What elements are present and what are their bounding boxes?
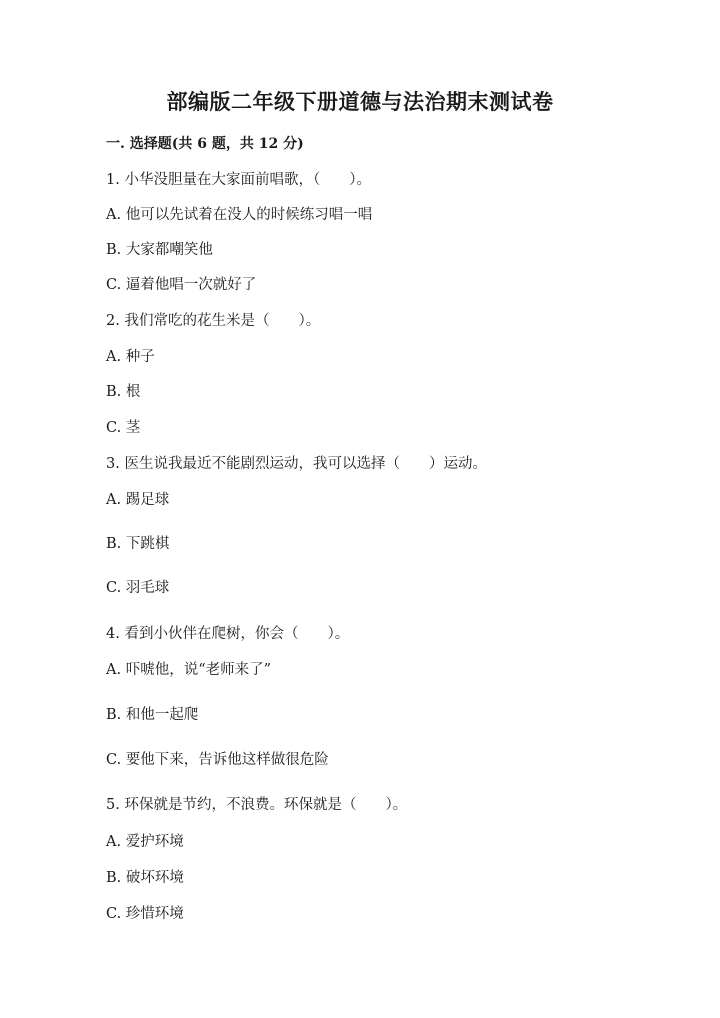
question-3-stem: 3. 医生说我最近不能剧烈运动，我可以选择（ ）运动。: [106, 456, 487, 472]
question-5-option-c: C. 珍惜环境: [106, 906, 184, 922]
question-1-option-b: B. 大家都嘲笑他: [106, 242, 213, 258]
question-2-stem: 2. 我们常吃的花生米是（ ）。: [106, 313, 321, 329]
question-3-option-a: A. 踢足球: [106, 492, 170, 508]
question-3-option-c: C. 羽毛球: [106, 580, 170, 596]
section-heading: 一. 选择题(共 6 题，共 12 分): [106, 136, 304, 152]
question-4-stem: 4. 看到小伙伴在爬树，你会（ ）。: [106, 626, 350, 642]
question-3-option-b: B. 下跳棋: [106, 536, 170, 552]
question-4-option-b: B. 和他一起爬: [106, 707, 199, 723]
question-1-option-c: C. 逼着他唱一次就好了: [106, 277, 257, 293]
question-5-option-a: A. 爱护环境: [106, 834, 184, 850]
question-2-option-c: C. 茎: [106, 420, 141, 436]
question-2-option-b: B. 根: [106, 384, 141, 400]
question-2-option-a: A. 种子: [106, 349, 155, 365]
page-title: 部编版二年级下册道德与法治期末测试卷: [166, 89, 554, 114]
question-4-option-a: A. 吓唬他，说“老师来了”: [106, 662, 272, 678]
question-1-option-a: A. 他可以先试着在没人的时候练习唱一唱: [106, 207, 373, 223]
question-4-option-c: C. 要他下来，告诉他这样做很危险: [106, 752, 329, 768]
question-5-option-b: B. 破坏环境: [106, 870, 184, 886]
question-1-stem: 1. 小华没胆量在大家面前唱歌，（ ）。: [106, 172, 371, 188]
question-5-stem: 5. 环保就是节约，不浪费。环保就是（ ）。: [106, 797, 408, 813]
